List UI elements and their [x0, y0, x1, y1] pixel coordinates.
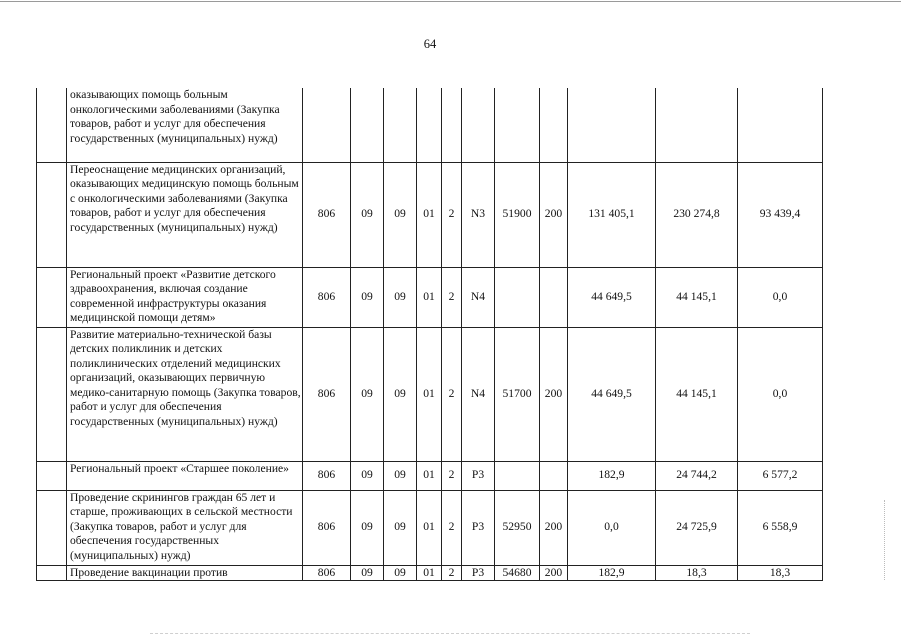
- row-description: Переоснащение медицинских организаций, оказывающих медицинскую помощь больным с онкологическими заболеваниями (Закупка товаров, работ и услуг для обеспечения государственных (муниципальных) нужд): [67, 162, 303, 267]
- direction-code: 51900: [495, 162, 540, 267]
- amount-year-2: 24 725,9: [656, 490, 738, 565]
- row-description: Региональный проект «Старшее поколение»: [67, 461, 303, 490]
- direction-code: [495, 88, 540, 162]
- amount-year-2: [656, 88, 738, 162]
- row-number-cell: [37, 565, 67, 581]
- amount-year-3: 6 558,9: [738, 490, 823, 565]
- subprogram-code: 2: [442, 490, 462, 565]
- row-number-cell: [37, 267, 67, 327]
- row-description: Проведение скринингов граждан 65 лет и старше, проживающих в сельской местности (Закупка товаров, работ и услуг для обеспечения государственных (муниципальных) нужд): [67, 490, 303, 565]
- section-code: 09: [351, 461, 384, 490]
- project-code: [462, 88, 495, 162]
- table-row: [37, 461, 823, 490]
- budget-table-body: [37, 88, 823, 581]
- project-code: P3: [462, 490, 495, 565]
- table-row: [37, 490, 823, 565]
- subsection-code: 09: [384, 162, 417, 267]
- program-code: 01: [417, 490, 442, 565]
- direction-code: 52950: [495, 490, 540, 565]
- page-number: 64: [423, 37, 437, 51]
- ministry-code: [303, 88, 351, 162]
- amount-year-1: 182,9: [568, 565, 656, 581]
- amount-year-3: 0,0: [738, 327, 823, 461]
- row-description: Проведение вакцинации против: [67, 565, 303, 581]
- project-code: N4: [462, 267, 495, 327]
- row-description: оказывающих помощь больным онкологическими заболеваниями (Закупка товаров, работ и услуг для обеспечения государственных (муниципальных) нужд): [67, 88, 303, 162]
- ministry-code: 806: [303, 461, 351, 490]
- program-code: 01: [417, 162, 442, 267]
- scan-edge-marks: [884, 500, 887, 580]
- subsection-code: 09: [384, 490, 417, 565]
- program-code: 01: [417, 461, 442, 490]
- amount-year-3: 93 439,4: [738, 162, 823, 267]
- subprogram-code: 2: [442, 327, 462, 461]
- amount-year-2: 44 145,1: [656, 267, 738, 327]
- amount-year-3: 6 577,2: [738, 461, 823, 490]
- section-code: [351, 88, 384, 162]
- table-row: [37, 267, 823, 327]
- top-scan-rule: [0, 1, 901, 2]
- section-code: 09: [351, 490, 384, 565]
- program-code: [417, 88, 442, 162]
- subprogram-code: [442, 88, 462, 162]
- direction-code: [495, 267, 540, 327]
- ministry-code: 806: [303, 565, 351, 581]
- amount-year-2: 44 145,1: [656, 327, 738, 461]
- section-code: 09: [351, 267, 384, 327]
- ministry-code: 806: [303, 162, 351, 267]
- row-number-cell: [37, 327, 67, 461]
- row-number-cell: [37, 162, 67, 267]
- amount-year-1: [568, 88, 656, 162]
- amount-year-1: 131 405,1: [568, 162, 656, 267]
- amount-year-2: 230 274,8: [656, 162, 738, 267]
- program-code: 01: [417, 327, 442, 461]
- direction-code: [495, 461, 540, 490]
- table-row: [37, 88, 823, 162]
- budget-table: [36, 88, 823, 581]
- subsection-code: 09: [384, 461, 417, 490]
- expense-type-code: [540, 267, 568, 327]
- subsection-code: 09: [384, 267, 417, 327]
- direction-code: 54680: [495, 565, 540, 581]
- direction-code: 51700: [495, 327, 540, 461]
- expense-type-code: 200: [540, 565, 568, 581]
- table-row: [37, 565, 823, 581]
- amount-year-1: 182,9: [568, 461, 656, 490]
- subprogram-code: 2: [442, 461, 462, 490]
- subprogram-code: 2: [442, 267, 462, 327]
- subprogram-code: 2: [442, 162, 462, 267]
- subsection-code: 09: [384, 327, 417, 461]
- program-code: 01: [417, 267, 442, 327]
- amount-year-3: [738, 88, 823, 162]
- table-row: [37, 162, 823, 267]
- expense-type-code: 200: [540, 327, 568, 461]
- amount-year-1: 44 649,5: [568, 327, 656, 461]
- row-number-cell: [37, 490, 67, 565]
- project-code: N4: [462, 327, 495, 461]
- subsection-code: [384, 88, 417, 162]
- row-description: Развитие материально-технической базы детских поликлиник и детских поликлинических отделений медицинских организаций, оказывающих первичную медико-санитарную помощь (Закупка товаров, работ и услуг для обеспечения государственных (муниципальных) нужд): [67, 327, 303, 461]
- ministry-code: 806: [303, 490, 351, 565]
- amount-year-1: 44 649,5: [568, 267, 656, 327]
- expense-type-code: [540, 461, 568, 490]
- scan-bottom-marks: [150, 633, 750, 635]
- table-row: [37, 327, 823, 461]
- amount-year-3: 0,0: [738, 267, 823, 327]
- row-number-cell: [37, 88, 67, 162]
- project-code: P3: [462, 461, 495, 490]
- ministry-code: 806: [303, 267, 351, 327]
- expense-type-code: [540, 88, 568, 162]
- subprogram-code: 2: [442, 565, 462, 581]
- amount-year-2: 18,3: [656, 565, 738, 581]
- project-code: P3: [462, 565, 495, 581]
- expense-type-code: 200: [540, 490, 568, 565]
- program-code: 01: [417, 565, 442, 581]
- section-code: 09: [351, 327, 384, 461]
- section-code: 09: [351, 162, 384, 267]
- amount-year-2: 24 744,2: [656, 461, 738, 490]
- subsection-code: 09: [384, 565, 417, 581]
- row-description: Региональный проект «Развитие детского здравоохранения, включая создание современной инфраструктуры оказания медицинской помощи детям»: [67, 267, 303, 327]
- ministry-code: 806: [303, 327, 351, 461]
- row-number-cell: [37, 461, 67, 490]
- amount-year-1: 0,0: [568, 490, 656, 565]
- expense-type-code: 200: [540, 162, 568, 267]
- section-code: 09: [351, 565, 384, 581]
- project-code: N3: [462, 162, 495, 267]
- amount-year-3: 18,3: [738, 565, 823, 581]
